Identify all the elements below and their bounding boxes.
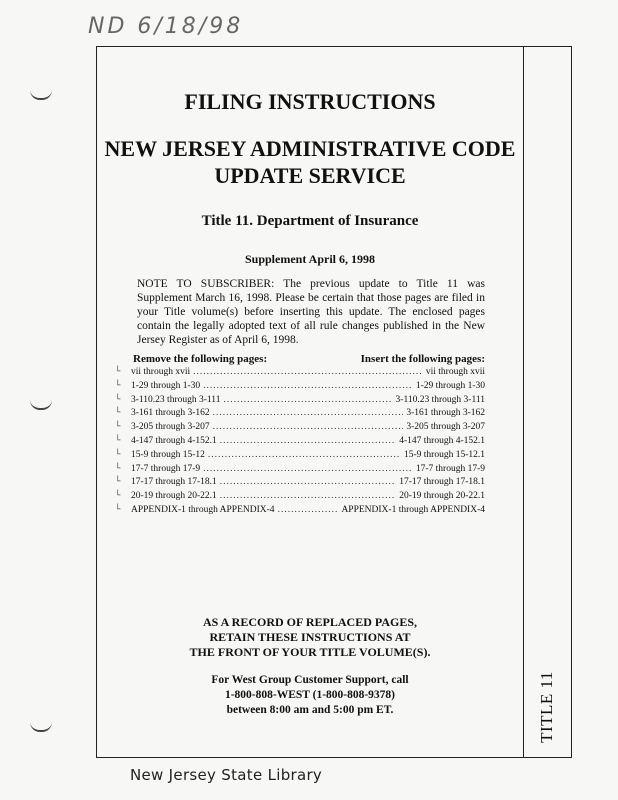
dot-leader: [220, 436, 396, 446]
check-mark-icon: └: [115, 463, 121, 474]
insert-pages: 3-205 through 3-207: [406, 422, 485, 433]
insert-pages: 3-110.23 through 3-111: [395, 394, 485, 405]
punch-hole-mark: [30, 720, 52, 732]
dot-leader: [203, 464, 413, 474]
punch-hole-mark: [30, 88, 52, 100]
table-row: [115, 422, 485, 436]
record-line: RETAIN THESE INSTRUCTIONS AT: [209, 630, 411, 644]
page-rows: [115, 367, 485, 519]
remove-pages: 15-9 through 15-12: [131, 449, 205, 460]
table-row: [115, 505, 485, 519]
record-line: THE FRONT OF YOUR TITLE VOLUME(S).: [189, 645, 431, 659]
check-mark-icon: └: [115, 408, 121, 419]
insert-header: Insert the following pages:: [360, 353, 485, 365]
remove-pages: 17-17 through 17-18.1: [131, 477, 217, 488]
dot-leader: [213, 422, 404, 432]
dot-leader: [220, 491, 396, 501]
code-title-line: UPDATE SERVICE: [214, 163, 406, 188]
insert-pages: APPENDIX-1 through APPENDIX-4: [341, 504, 485, 515]
customer-support: [97, 673, 523, 718]
filing-title: FILING INSTRUCTIONS: [184, 89, 436, 114]
code-title-line: NEW JERSEY ADMINISTRATIVE CODE: [104, 136, 516, 161]
table-row: [115, 464, 485, 478]
code-title: [97, 135, 523, 189]
supplement-date: Supplement April 6, 1998: [244, 252, 376, 266]
insert-pages: 3-161 through 3-162: [406, 408, 485, 419]
record-line: AS A RECORD OF REPLACED PAGES,: [202, 615, 418, 629]
insert-pages: 20-19 through 20-22.1: [399, 491, 485, 502]
check-mark-icon: └: [115, 491, 121, 502]
list-header: [115, 353, 485, 365]
check-mark-icon: └: [115, 449, 121, 460]
remove-pages: APPENDIX-1 through APPENDIX-4: [131, 504, 275, 515]
spine-tab: [527, 667, 567, 747]
table-row: [115, 477, 485, 491]
title-line: Title 11. Department of Insurance: [201, 213, 419, 229]
dot-leader: [193, 367, 423, 377]
support-line: For West Group Customer Support, call: [211, 674, 409, 686]
remove-pages: 17-7 through 17-9: [131, 463, 201, 474]
insert-pages: 1-29 through 1-30: [415, 380, 485, 391]
remove-pages: 4-147 through 4-152.1: [131, 435, 217, 446]
insert-pages: 17-7 through 17-9: [415, 463, 485, 474]
remove-pages: 3-161 through 3-162: [131, 408, 210, 419]
punch-hole-mark: [30, 398, 52, 410]
remove-pages: 3-205 through 3-207: [131, 422, 210, 433]
remove-header: Remove the following pages:: [133, 353, 268, 365]
dot-leader: [278, 505, 339, 515]
table-row: [115, 491, 485, 505]
page-replacement-list: [115, 353, 485, 519]
remove-pages: 3-110.23 through 3-111: [131, 394, 221, 405]
insert-pages: 4-147 through 4-152.1: [399, 435, 485, 446]
instruction-sheet-frame: [96, 46, 572, 758]
support-phone: 1-800-808-WEST (1-800-808-9378): [224, 689, 396, 701]
dot-leader: [203, 381, 413, 391]
dot-leader: [223, 395, 392, 405]
library-stamp: New Jersey State Library: [130, 766, 323, 784]
remove-pages: 1-29 through 1-30: [131, 380, 201, 391]
record-instruction: [97, 615, 523, 660]
table-row: [115, 450, 485, 464]
check-mark-icon: └: [115, 504, 121, 515]
check-mark-icon: └: [115, 477, 121, 488]
check-mark-icon: └: [115, 422, 121, 433]
insert-pages: 15-9 through 15-12.1: [403, 449, 485, 460]
check-mark-icon: └: [115, 367, 121, 377]
dot-leader: [208, 450, 401, 460]
spine-divider: [523, 47, 524, 757]
spine-label: TITLE 11: [537, 671, 557, 743]
table-row: [115, 395, 485, 409]
remove-pages: vii through xvii: [131, 367, 191, 377]
dot-leader: [213, 408, 404, 418]
remove-pages: 20-19 through 20-22.1: [131, 491, 217, 502]
table-row: [115, 436, 485, 450]
check-mark-icon: └: [115, 394, 121, 405]
handwritten-date-note: ND 6/18/98: [88, 14, 244, 39]
support-hours: between 8:00 am and 5:00 pm ET.: [226, 704, 394, 716]
insert-pages: vii through xvii: [425, 367, 485, 377]
table-row: [115, 367, 485, 381]
check-mark-icon: └: [115, 435, 121, 446]
insert-pages: 17-17 through 17-18.1: [399, 477, 485, 488]
table-row: [115, 408, 485, 422]
dot-leader: [220, 477, 396, 487]
subscriber-note: NOTE TO SUBSCRIBER: The previous update to Title 11 was Supplement March 16, 1998. Please be certain that those pages are filed in your Title volume(s) before inserting this update. The enclosed pages contain the legally adopted text of all rule changes published in the New Jersey Register as of April 6, 1998.: [137, 278, 485, 346]
table-row: [115, 381, 485, 395]
check-mark-icon: └: [115, 380, 121, 391]
